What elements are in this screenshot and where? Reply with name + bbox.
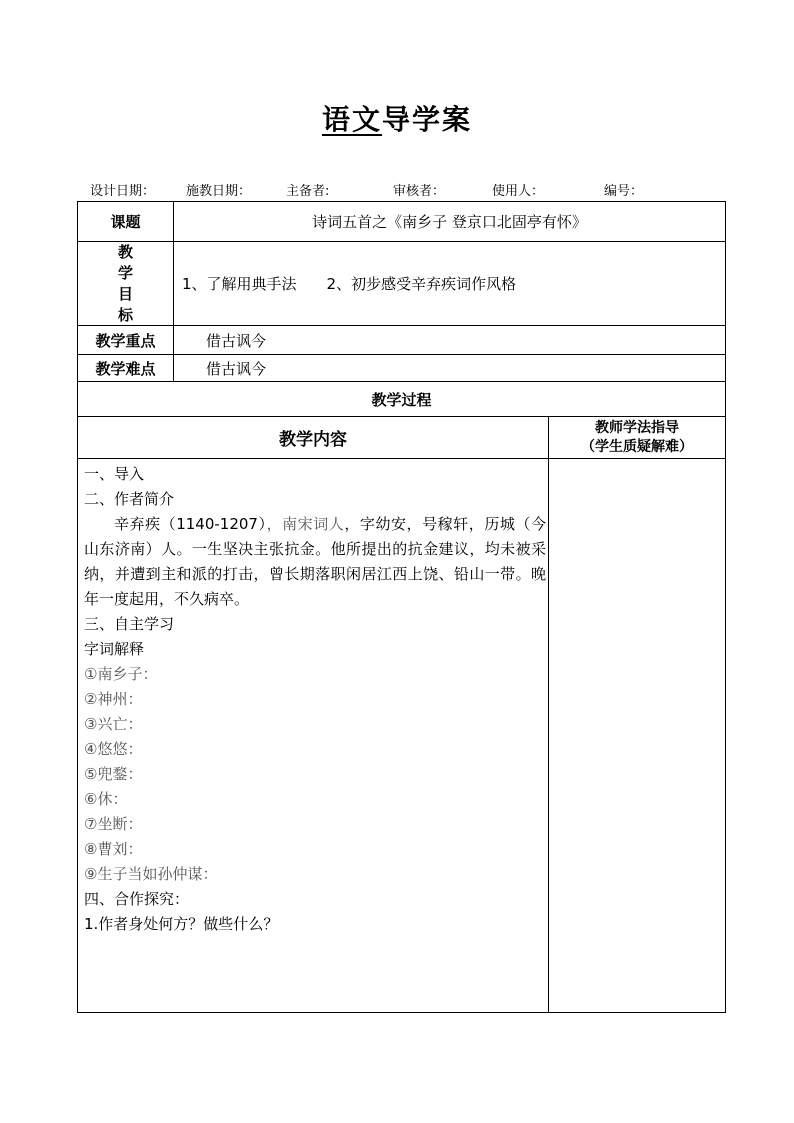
goal-label [78,242,173,325]
difficulty-label: 教学难点 [95,359,156,378]
vocab-title: 字词解释 [84,640,145,658]
topic-label: 课题 [110,213,141,231]
page-title [0,98,794,138]
title-rest: 导学案 [382,103,473,136]
guide-header-line1: 教师学法指导 [595,419,679,436]
goal-label-char: 教 [117,242,133,261]
vocab-item: ⑦坐断： [84,815,143,833]
vocab-item: ②神州： [84,690,143,708]
guide-column[interactable] [549,459,725,1012]
content-header: 教学内容 [279,430,347,450]
vocab-item: ③兴亡： [84,715,143,733]
key-label: 教学重点 [95,331,156,350]
section-self-study: 三、自主学习 [84,615,175,633]
section-cooperation: 四、合作探究： [84,890,190,908]
author-bio [84,512,546,612]
difficulty-value: 借古讽今 [206,359,267,378]
goal-label-char: 标 [117,305,133,324]
section-author: 二、作者简介 [84,490,175,508]
goal-label-char: 学 [117,263,133,282]
process-header: 教学过程 [371,390,432,409]
topic-value: 诗词五首之《南乡子 登京口北固亭有怀》 [312,213,587,231]
user-label: 使用人： [492,184,545,199]
teach-date-label: 施教日期： [186,184,252,199]
vocab-item: ⑧曹刘： [84,840,143,858]
title-underlined: 语文 [321,103,382,136]
preparer-label: 主备者: [286,184,330,199]
reviewer-label: 审核者： [393,184,446,199]
bio-era: ，南宋词人 [266,515,345,533]
vocab-item: ⑤兜鍪： [84,765,143,783]
goal-label-char: 目 [117,284,133,303]
vocab-item: ①南乡子： [84,665,158,683]
lesson-content [84,462,546,937]
key-value: 借古讽今 [206,331,267,350]
number-label: 编号： [604,184,644,199]
question-1: 1.作者身处何方？做些什么？ [84,915,279,933]
vocab-item: ⑨生子当如孙仲谋： [84,865,218,883]
guide-header [549,417,725,458]
goal-value: 1、了解用典手法 2、初步感受辛弃疾词作风格 [182,275,517,293]
v-line [725,201,726,1013]
design-date-label: 设计日期： [90,184,156,199]
h-line [77,1012,726,1013]
vocab-item: ⑥休： [84,790,128,808]
section-intro: 一、导入 [84,465,145,483]
vocab-item: ④悠悠： [84,740,143,758]
bio-name: 辛弃疾（1140-1207） [114,515,267,533]
guide-header-line2: （学生质疑解难） [581,438,693,455]
bio-text: ，字幼安，号稼轩，历城（今山东济南）人。一生坚决主张抗金。他所提出的抗金建议，均未被采纳，并遭到主和派的打击，曾长期落职闲居江西上饶、铅山一带。晚年一度起用，不久病卒。 [84,515,546,608]
